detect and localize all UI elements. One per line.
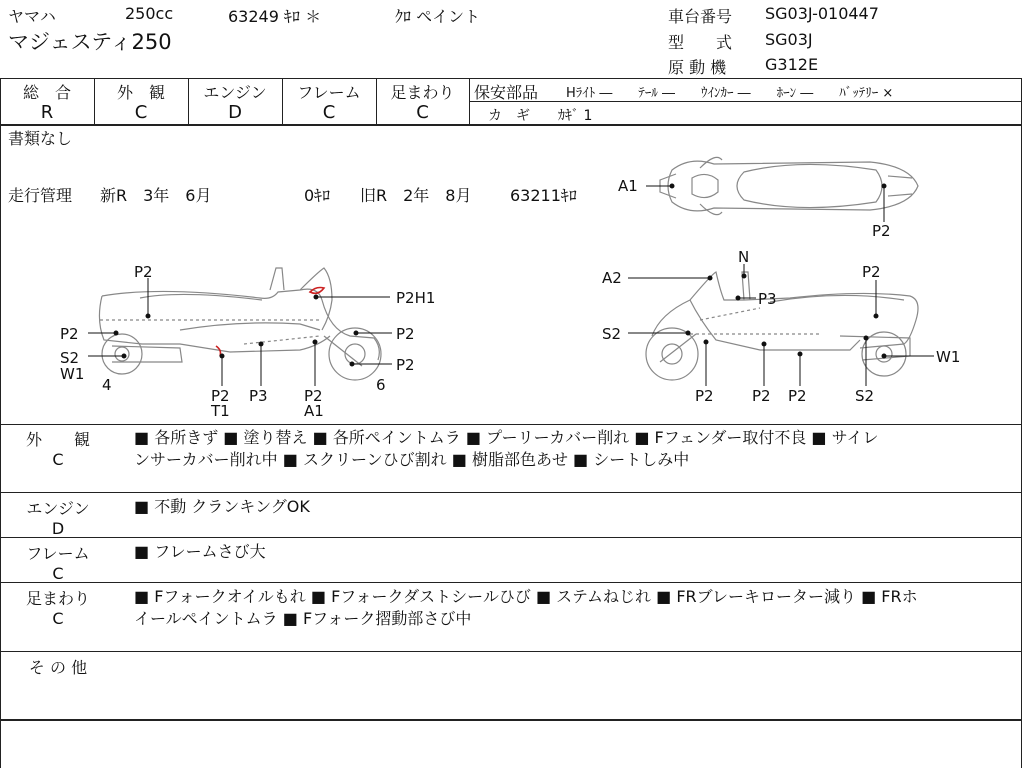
detail-category-frame [10, 541, 106, 583]
detail-category-label: フレーム [26, 544, 90, 563]
divider [0, 492, 1022, 493]
detail-category-engine [10, 496, 106, 538]
label-left-6: 6 [376, 376, 386, 394]
label-left-p2-b1: P2 [211, 387, 230, 405]
label-left-a1: A1 [304, 402, 324, 420]
grade-label-suspension: 足まわり [390, 83, 455, 102]
documents: 書類なし [8, 129, 73, 148]
travel-label: 走行管理 [8, 186, 73, 205]
detail-note-line: ■ 不動 クランキングOK [134, 497, 310, 516]
label-top-p2: P2 [872, 222, 891, 240]
label-left-s2: S2 [60, 349, 80, 367]
detail-category-suspension [10, 586, 106, 628]
divider [0, 537, 1022, 538]
type-value: SG03J [765, 30, 813, 49]
divider [0, 582, 1022, 583]
label-right-a2: A2 [602, 269, 622, 287]
displacement: 250cc [125, 4, 174, 23]
label-right-w1: W1 [936, 348, 961, 366]
grade-label-frame: フレーム [297, 83, 361, 102]
safety-label: 保安部品 [474, 83, 539, 102]
detail-category-exterior [10, 427, 106, 469]
grade-frame: C [322, 102, 336, 123]
safety-parts: Hﾗｲﾄ ― ﾃｰﾙ ― ｳｲﾝｶｰ ― ﾎｰﾝ ― ﾊﾞｯﾃﾘｰ × [566, 86, 894, 101]
engine-label: 原 動 機 [668, 58, 727, 77]
label-top-a1: A1 [618, 177, 638, 195]
detail-category-label: 足まわり [25, 589, 90, 608]
label-left-t1: T1 [211, 402, 230, 420]
label-left-p2h1: P2H1 [396, 289, 436, 307]
detail-note-frame [134, 541, 266, 563]
travel-old: 旧R 2年 8月 [360, 186, 472, 205]
detail-category-grade: C [52, 564, 64, 583]
maker: ヤマハ [8, 7, 56, 26]
top-view-outline [660, 157, 918, 214]
detail-category-label: 外 観 [25, 430, 90, 449]
label-left-p2-r1: P2 [396, 325, 415, 343]
color: ｸﾛ ペイント [395, 7, 481, 26]
grade-label-engine: エンジン [203, 83, 267, 102]
engine-value: G312E [765, 55, 819, 74]
detail-note-exterior [134, 427, 879, 471]
detail-note-line: イールペイントムラ ■ Fフォーク摺動部さび中 [134, 609, 472, 628]
label-right-s2: S2 [602, 325, 622, 343]
grade-engine: D [228, 102, 242, 123]
label-right-p2-top: P2 [862, 263, 881, 281]
label-left-p2-b2: P2 [304, 387, 323, 405]
travel-new: 新R 3年 6月 [100, 186, 212, 205]
divider [0, 719, 1022, 721]
detail-category-label: そ の 他 [28, 658, 88, 677]
mileage: 63249 ｷﾛ ＊ [228, 7, 322, 26]
detail-note-engine [134, 496, 310, 518]
divider [469, 78, 470, 124]
detail-category-label: エンジン [26, 499, 90, 518]
left-side-view-outline [99, 268, 381, 380]
key-row: カ ギ ｶｷﾞ 1 [488, 108, 593, 124]
chassis-label: 車台番号 [668, 7, 733, 26]
grade-label-exterior: 外 観 [116, 83, 165, 102]
chassis-value: SG03J-010447 [765, 4, 879, 23]
label-left-p2-top: P2 [134, 263, 153, 281]
divider [470, 101, 1022, 102]
divider [0, 424, 1022, 425]
detail-category-grade: C [52, 450, 64, 469]
detail-note-line: ■ 各所きず ■ 塗り替え ■ 各所ペイントムラ ■ プーリーカバー削れ ■ Fフェンダー取付不良 ■ サイレ [134, 428, 879, 447]
label-right-p2-b2: P2 [752, 387, 771, 405]
grade-label-overall: 総 合 [22, 83, 71, 102]
detail-note-line: ■ フレームさび大 [134, 542, 266, 561]
type-label: 型 式 [668, 33, 733, 52]
divider [0, 78, 1022, 79]
inspection-diagram [0, 125, 1022, 423]
label-left-p3: P3 [249, 387, 268, 405]
detail-note-suspension [134, 586, 918, 630]
right-side-view-outline [646, 272, 918, 380]
detail-category-grade: C [52, 609, 64, 628]
detail-category-grade: D [51, 519, 65, 538]
grade-suspension: C [416, 102, 429, 123]
label-left-w1: W1 [60, 365, 85, 383]
label-right-p2-b1: P2 [695, 387, 714, 405]
grade-overall: R [40, 102, 54, 123]
detail-note-line: ンサーカバー削れ中 ■ スクリーンひび割れ ■ 樹脂部色あせ ■ シートしみ中 [134, 450, 690, 469]
label-left-p2: P2 [60, 325, 79, 343]
label-left-4: 4 [102, 376, 112, 394]
model-name: マジェスティ250 [8, 30, 172, 54]
label-right-s2-b: S2 [855, 387, 875, 405]
label-right-p2-b3: P2 [788, 387, 807, 405]
detail-category-other [10, 655, 106, 678]
label-right-p3: P3 [758, 290, 777, 308]
grade-exterior: C [134, 102, 148, 123]
travel-new-km: 0ｷﾛ [304, 186, 331, 205]
label-left-p2-r2: P2 [396, 356, 415, 374]
travel-old-km: 63211ｷﾛ [510, 186, 577, 205]
detail-note-line: ■ Fフォークオイルもれ ■ Fフォークダストシールひび ■ ステムねじれ ■ FRブレーキローター減り ■ FRホ [134, 587, 918, 606]
divider [0, 651, 1022, 652]
label-right-n: N [738, 248, 750, 266]
